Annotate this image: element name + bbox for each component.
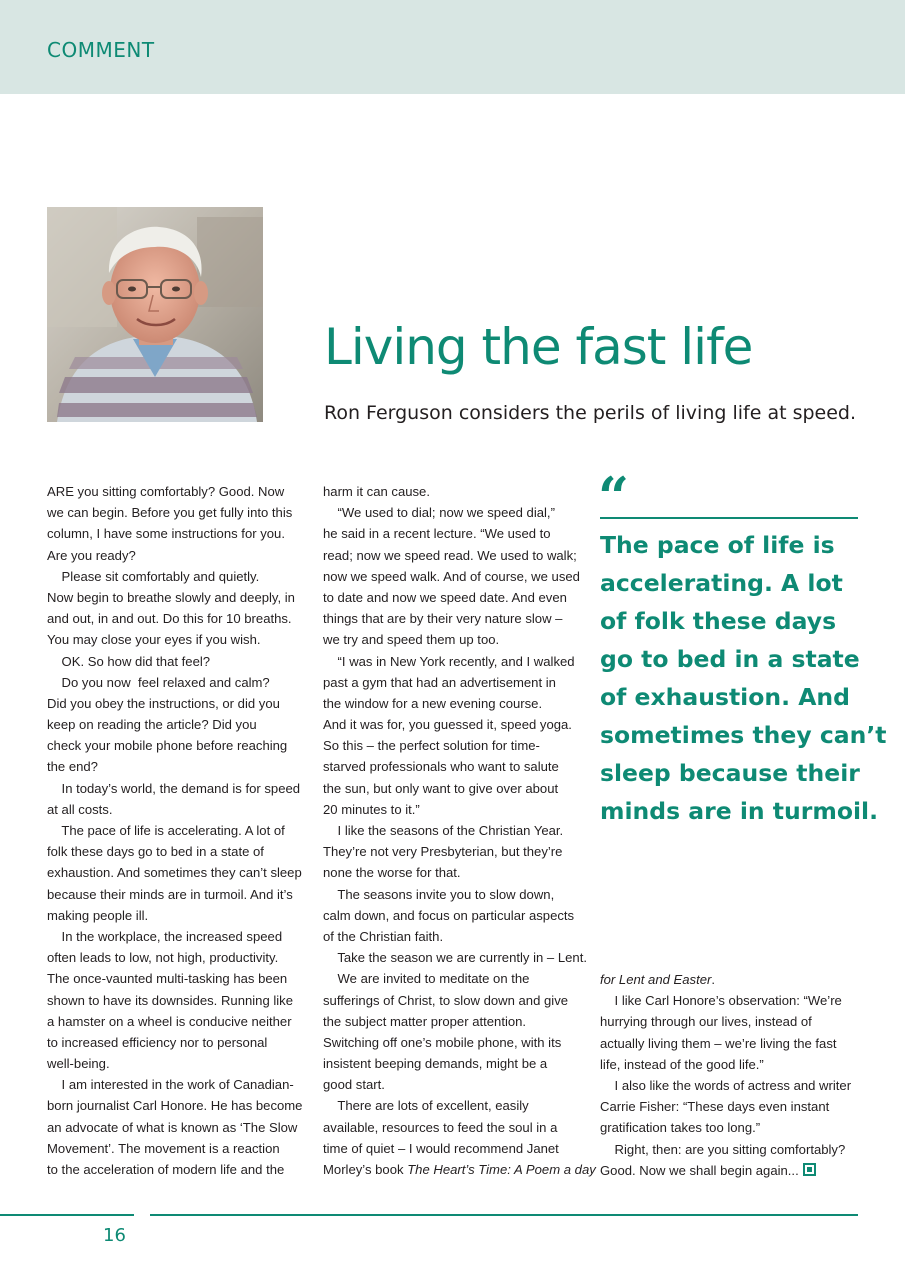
body-line: we try and speed them up too.: [323, 632, 500, 648]
body-line: read; now we speed read. We used to walk;: [323, 547, 577, 563]
body-line: insistent beeping demands, might be a: [323, 1056, 548, 1072]
body-line: now we speed walk. And of course, we used: [323, 568, 580, 584]
pull-quote-line: of folk these days: [600, 607, 837, 635]
pull-quote-line: go to bed in a state: [600, 645, 860, 673]
body-line: shown to have its downsides. Running like: [47, 992, 294, 1008]
body-line: of the Christian faith.: [323, 928, 444, 944]
body-line: good start.: [323, 1077, 385, 1093]
body-column-2: [323, 481, 596, 1180]
body-line: [600, 1160, 858, 1181]
book-title-continued: for Lent and Easter: [600, 972, 712, 987]
body-line: OK. So how did that feel?: [47, 653, 211, 669]
body-line: Did you obey the instructions, or did you: [47, 695, 280, 711]
body-line: the end?: [47, 759, 98, 775]
body-line: check your mobile phone before reaching: [47, 738, 288, 754]
body-line: There are lots of excellent, easily: [323, 1098, 529, 1114]
pull-quote-line: minds are in turmoil.: [600, 797, 879, 825]
quote-divider: [600, 517, 858, 519]
body-line: In the workplace, the increased speed: [47, 928, 283, 944]
footer-rule-right: [150, 1214, 858, 1216]
body-line: a hamster on a wheel is conducive neither: [47, 1013, 292, 1029]
body-line: folk these days go to bed in a state of: [47, 844, 264, 860]
body-column-3: [600, 969, 858, 1181]
body-line: In today’s world, the demand is for speed: [47, 780, 301, 796]
body-line: Take the season we are currently in – Lent.: [323, 950, 587, 966]
body-line: gratification takes too long.”: [600, 1120, 761, 1136]
body-line: to date and now we speed date. And even: [323, 589, 567, 605]
body-line: often leads to low, not high, productivity.: [47, 950, 279, 966]
body-line: column, I have some instructions for you.: [47, 526, 285, 542]
body-line: Now begin to breathe slowly and deeply, in: [47, 589, 295, 605]
pull-quote: [600, 526, 887, 830]
body-line: [600, 969, 858, 990]
body-line: We are invited to meditate on the: [323, 971, 530, 987]
quote-mark-icon: “: [598, 465, 630, 529]
body-line: The pace of life is accelerating. A lot of: [47, 823, 285, 838]
body-text: Morley’s book: [323, 1162, 408, 1177]
book-title: The Heart’s Time: A Poem a day: [407, 1162, 596, 1177]
pull-quote-line: accelerating. A lot: [600, 569, 843, 597]
body-line: Right, then: are you sitting comfortably?: [600, 1141, 846, 1157]
body-line: an advocate of what is known as ‘The Slow: [47, 1119, 298, 1135]
body-line: And it was for, you guessed it, speed yoga.: [323, 717, 572, 733]
body-line: The once-vaunted multi-tasking has been: [47, 971, 288, 987]
body-line: ARE you sitting comfortably? Good. Now: [47, 484, 285, 499]
body-line: Carrie Fisher: “These days even instant: [600, 1099, 830, 1115]
body-line: keep on reading the article? Did you: [47, 717, 257, 733]
body-line: “We used to dial; now we speed dial,”: [323, 505, 555, 521]
body-line: and out, in and out. Do this for 10 breaths.: [47, 611, 292, 627]
body-line: Switching off one’s mobile phone, with its: [323, 1034, 562, 1050]
body-line: [323, 1159, 596, 1180]
body-line: the subject matter proper attention.: [323, 1013, 527, 1029]
body-column-1: [47, 481, 309, 1180]
author-photo-illustration: [47, 207, 263, 422]
body-line: to the acceleration of modern life and the: [47, 1162, 285, 1177]
body-line: So this – the perfect solution for time-: [323, 738, 540, 754]
body-line: Are you ready?: [47, 547, 136, 563]
body-line: available, resources to feed the soul in a: [323, 1119, 558, 1135]
body-line: They’re not very Presbyterian, but they’re: [323, 844, 563, 860]
body-line: “I was in New York recently, and I walked: [323, 653, 575, 669]
footer-rule-left: [0, 1214, 134, 1216]
article-title: Living the fast life: [324, 318, 753, 376]
pull-quote-line: The pace of life is: [600, 531, 835, 559]
body-line: past a gym that had an advertisement in: [323, 674, 556, 690]
body-line: sufferings of Christ, to slow down and give: [323, 992, 569, 1008]
body-line: You may close your eyes if you wish.: [47, 632, 261, 648]
body-line: harm it can cause.: [323, 484, 430, 499]
article-standfirst: Ron Ferguson considers the perils of living life at speed.: [324, 402, 857, 424]
body-line: I also like the words of actress and writer: [600, 1077, 852, 1093]
body-line: none the worse for that.: [323, 865, 461, 881]
closing-text: Good. Now we shall begin again...: [600, 1162, 799, 1178]
body-line: I like the seasons of the Christian Year.: [323, 823, 564, 838]
body-line: he said in a recent lecture. “We used to: [323, 526, 551, 542]
body-line: at all costs.: [47, 801, 113, 817]
body-line: exhaustion. And sometimes they can’t sleep: [47, 865, 302, 881]
body-line: the window for a new evening course.: [323, 695, 543, 711]
body-line: well-being.: [47, 1056, 110, 1072]
section-label: COMMENT: [47, 38, 155, 62]
author-portrait: [47, 207, 263, 422]
body-line: born journalist Carl Honore. He has become: [47, 1098, 303, 1114]
body-line: we can begin. Before you get fully into this: [47, 505, 293, 521]
body-line: things that are by their very nature slow –: [323, 611, 563, 627]
body-line: The seasons invite you to slow down,: [323, 886, 555, 902]
body-line: 20 minutes to it.”: [323, 801, 420, 817]
pull-quote-line: sleep because their: [600, 759, 860, 787]
pull-quote-line: of exhaustion. And: [600, 683, 850, 711]
body-line: to increased efficiency nor to personal: [47, 1034, 268, 1050]
body-line: actually living them – we’re living the fast: [600, 1035, 837, 1051]
body-line: hurrying through our lives, instead of: [600, 1014, 812, 1030]
body-line: starved professionals who want to salute: [323, 759, 559, 775]
body-line: life, instead of the good life.”: [600, 1056, 764, 1072]
body-line: time of quiet – I would recommend Janet: [323, 1140, 559, 1156]
body-line: making people ill.: [47, 907, 149, 923]
punctuation: .: [711, 972, 716, 987]
body-line: the sun, but only want to give over about: [323, 780, 559, 796]
body-line: Movement’. The movement is a reaction: [47, 1140, 280, 1156]
body-line: calm down, and focus on particular aspects: [323, 907, 575, 923]
end-of-article-icon: [803, 1163, 816, 1176]
body-line: Do you now feel relaxed and calm?: [47, 674, 270, 690]
page-number: 16: [103, 1225, 126, 1246]
body-line: I am interested in the work of Canadian-: [47, 1077, 294, 1093]
body-line: Please sit comfortably and quietly.: [47, 568, 260, 584]
pull-quote-line: sometimes they can’t: [600, 721, 887, 749]
body-line: I like Carl Honore’s observation: “We’re: [600, 993, 842, 1009]
body-line: because their minds are in turmoil. And it’s: [47, 886, 293, 902]
